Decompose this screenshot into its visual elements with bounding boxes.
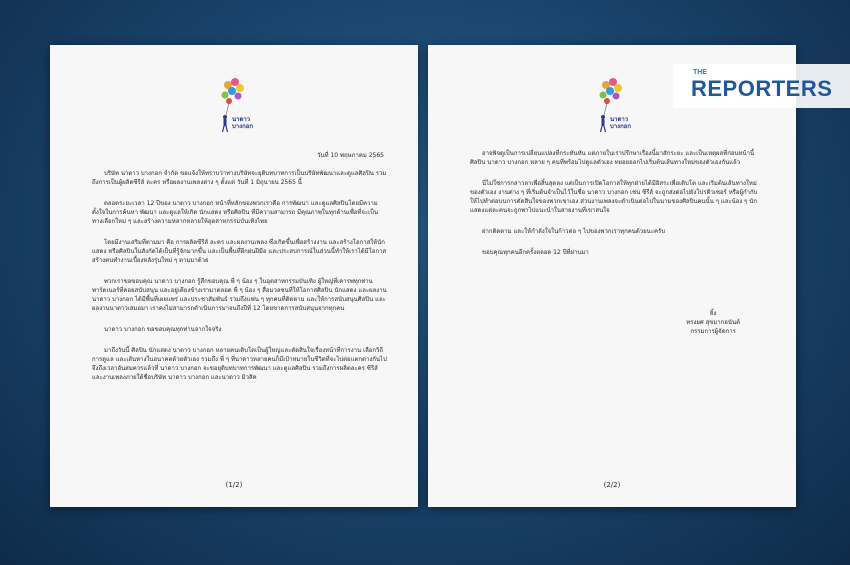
paragraph: อาจพิจดูเป็นการเปลี่ยนแปลงที่กระทันหัน แต่ภายในเราปรึกษาเรื่องนี้มาสักระยะ และเป็นเหตุผลที่ก่อนหน้านี้ ศิลปิน นาดาว บางกอก หลาย ๆ คนที่พร้อมไปดูแลตัวเอง ทยอยออกไปเริ่มต้นเส้นทางใหม่ของตัวเองกันแล้ว — [470, 150, 755, 166]
nadao-bangkok-logo — [210, 75, 258, 137]
signature-title: กรรมการผู้จัดการ — [690, 328, 736, 335]
paragraph: โดยมีงานเสริมที่ตามมา คือ การผลิตซีรีส์ ละคร และผลงานเพลง ซึ่งเกิดขึ้นเพื่อสร้างงาน และสร้างโอกาสให้นักแสดง หรือศิลปินในสังกัดได้เป็นที่รู้จักมากขึ้น และเป็นพื้นที่ฝึกฝนฝีมือ และประสบการณ์ในส่วนนี้ทำให้เราได้มีโอกาสสร้างคนทำงานเบื้องหลังรุ่นใหม่ ๆ ตามมาด้วย — [92, 239, 387, 264]
brand-small-text: THE — [693, 69, 707, 76]
page-number: (2/2) — [603, 481, 621, 489]
letter-body-1 — [92, 169, 388, 394]
paragraph: มาถึงวันนี้ ศิลปิน นักแสดง นาดาว บางกอก หลายคนเติบโตเป็นผู้ใหญ่และตัดสินใจเรื่องหน้าที่การงาน เลือกวิถีการดูแล และเส้นทางในอนาคตด้วยตัวเอง รวมถึง พี่ ๆ ที่นาดาวหลายคนก็มีเป้าหมายในชีวิตที่จะไปต่อแตกต่างกันไป จึงถึงเวลาอันสมควรแล้วที่ นาดาว บางกอก จะขอยุติบทบาทการพัฒนา และดูแลศิลปิน รวมถึงการผลิตละคร ซีรีส์ และงานเพลงภายใต้ชื่อบริษัท นาดาว บางกอก และนาดาว มิวสิค — [92, 347, 387, 381]
letter-page-2 — [428, 45, 796, 507]
page-number: (1/2) — [225, 481, 243, 489]
signature-name: ทรงยศ สุขมากอนันต์ — [686, 319, 740, 326]
logo-line-1: นาดาว — [232, 116, 251, 123]
letter-body-2 — [470, 149, 766, 269]
paragraph: นาดาว บางกอก ขอขอบคุณทุกท่านจากใจจริง — [104, 326, 222, 333]
signature-closing: ยิ้ง — [709, 310, 717, 317]
paragraph: นี่ไม่ใช่การกล่าวลาเพื่อสิ้นสุดลง แต่เป็นการเปิดโอกาสให้ทุกฝ่ายได้มีอิสระเพื่อเติบโต และเริ่มต้นเส้นทางใหม่ของตัวเอง งานต่าง ๆ ที่เริ่มต้นจำเป็นไว้ในชื่อ นาดาว บางกอก เช่น ซีรีส์ จะถูกส่งต่อไปยังโปรดิวเซอร์ หรือผู้กำกับ ให้ไปทำต่อบนการตัดสินใจของพวกเขาเอง ส่วนงานเพลงจะดำเนินต่อไปในนามของศิลปินคนนั้น ๆ และน้อง ๆ นักแสดงแต่ละคนจะถูกพาไปแนะนำในสายงานที่เขาสนใจ — [470, 180, 758, 214]
letter-page-1 — [50, 45, 418, 507]
the-reporters-logo — [673, 64, 850, 108]
paragraph: ขอบคุณทุกคนอีกครั้งตลอด 12 ปีที่ผ่านมา — [482, 249, 589, 256]
paragraph: พวกเราขอขอบคุณ นาดาว บางกอก รู้สึกขอบคุณ พี่ ๆ น้อง ๆ ในอุตสาหกรรมบันเทิง ผู้ใหญ่ที่เคารพทุกท่าน พาร์ตเนอร์ที่คอยสนับสนุน และอยู่เคียงข้างเรามาตลอด พี่ ๆ น้อง ๆ สื่อมวลชนที่ให้โอกาสศิลปิน นักแสดง และผลงาน นาดาว บางกอก ได้มีพื้นที่เผยแพร่ และประชาสัมพันธ์ รวมถึงแฟน ๆ ทุกคนที่ติดตาม และให้การสนับสนุนศิลปิน และผลงานนาดาวเสมอมา เราคงไม่สามารถดำเนินการมาจนถึงปีที่ 12 โดยขาดการสนับสนุนจากทุกคน — [92, 278, 387, 312]
logo-line-2: บางกอก — [610, 122, 631, 130]
nadao-bangkok-logo — [588, 75, 636, 137]
letter-date: วันที่ 10 พฤษภาคม 2565 — [317, 152, 384, 159]
logo-line-2: บางกอก — [232, 122, 253, 130]
brand-word: REPORTERS — [691, 76, 833, 101]
logo-line-1: นาดาว — [610, 116, 629, 123]
paragraph: ตลอดระยะเวลา 12 ปีของ นาดาว บางกอก หน้าที่หลักของพวกเราคือ การพัฒนา และดูแลศิลปินโดยมีความตั้งใจในการค้นหา พัฒนา และดูแลให้เกิด นักแสดง หรือศิลปิน ที่มีความสามารถ มีคุณภาพในทุกด้านเพื่อที่จะเป็นทางเลือกใหม่ ๆ และสร้างความหลากหลายให้อุตสาหกรรมบันเทิงไทย — [92, 200, 379, 225]
paragraph: บริษัท นาดาว บางกอก จำกัด ขอแจ้งให้ทราบว่าทางบริษัทจะยุติบทบาทการเป็นบริษัทพัฒนาและดูแลศิลปิน รวมถึงการเป็นผู้ผลิตซีรีส์ ละคร หรือผลงานเพลงต่าง ๆ ตั้งแต่ วันที่ 1 มิถุนายน 2565 นี้ — [92, 170, 387, 186]
paragraph: ฝากติดตาม และให้กำลังใจในก้าวต่อ ๆ ไปของพวกเราทุกคนด้วยนะครับ — [482, 228, 665, 235]
signature-block — [686, 309, 740, 336]
